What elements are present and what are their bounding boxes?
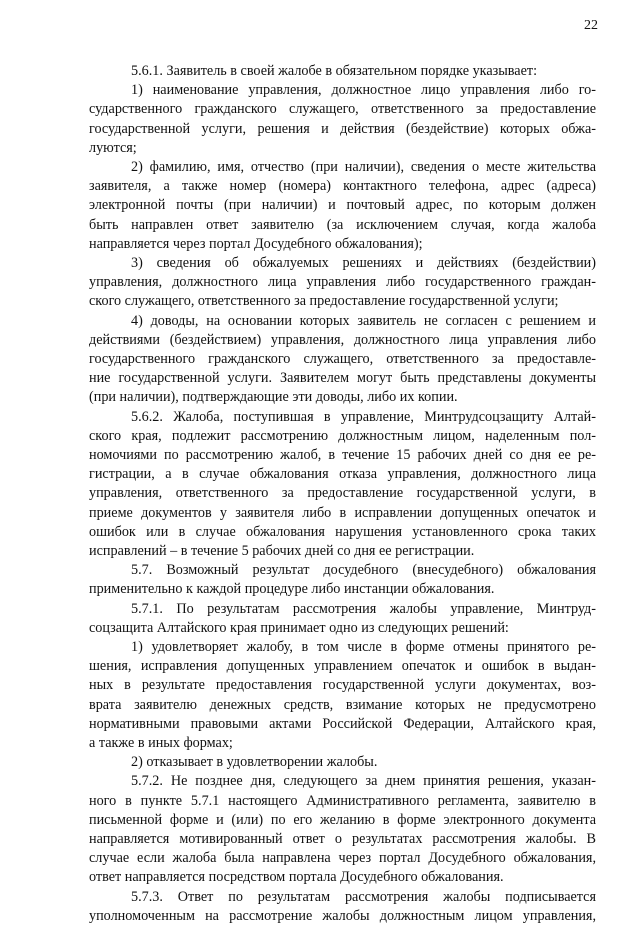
text-line: ского края, подлежит рассмотрению должностным лицом, наделенным пол- — [89, 427, 596, 444]
text-line: 3) сведения об обжалуемых решениях и действиях (бездействии) — [131, 255, 596, 271]
text-line: государственной услуги, решения и действия (бездействие) которых обжа- — [89, 120, 596, 137]
text-line: управления, должностного лица управления либо государственного граждан- — [89, 274, 596, 291]
text-line: 5.7.3. Ответ по результатам рассмотрения жалобы подписывается — [131, 888, 596, 905]
text-line: ние государственной услуги. Заявителем могут быть представлены документы — [89, 370, 596, 387]
text-line: 2) фамилию, имя, отчество (при наличии), сведения о месте жительства — [131, 159, 596, 175]
text-line: приеме документов у заявителя либо в исправлении допущенных опечаток и — [89, 504, 596, 521]
text-line: направляется мотивированный ответ о результатах рассмотрения жалобы. В — [89, 831, 596, 847]
text-line: ного в пункте 5.7.1 настоящего Административного регламента, заявителю в — [89, 792, 596, 809]
text-line: 1) удовлетворяет жалобу, в том числе в форме отмены принятого ре- — [131, 639, 596, 655]
text-line: 5.6.2. Жалоба, поступившая в управление, Минтрудсоцзащиту Алтай- — [131, 408, 596, 425]
page-number: 22 — [584, 18, 598, 33]
text-line: соцзащита Алтайского края принимает одно из следующих решений: — [89, 619, 509, 636]
text-line: луются; — [89, 139, 137, 156]
text-line: управления, ответственного за предоставление государственной услуги, в — [89, 485, 596, 502]
text-line: уполномоченным на рассмотрение жалобы должностным лицом управления, — [89, 907, 596, 924]
text-line: действиями (бездействием) управления, должностного лица управления либо — [89, 331, 596, 348]
text-line: государственного гражданского служащего, ответственного за предоставле- — [89, 351, 596, 367]
text-line: номочиями по рассмотрению жалоб, в течение 15 рабочих дней со дня ее ре- — [89, 447, 596, 463]
text-line: быть направлен ответ заявителю (за исключением случая, когда жалоба — [89, 216, 596, 233]
text-line: письменной форме и (или) по его желанию в форме электронного документа — [89, 811, 596, 828]
text-line: 5.7.2. Не позднее дня, следующего за днем принятия решения, указан- — [131, 773, 596, 790]
text-line: ского служащего, ответственного за предоставление государственной услуги; — [89, 293, 559, 310]
text-line: ответ направляется посредством портала Досудебного обжалования. — [89, 869, 504, 886]
text-line: шения, исправления допущенных управлением опечаток и ошибок в выдан- — [89, 658, 596, 675]
text-line: направляется через портал Досудебного обжалования); — [89, 235, 423, 252]
text-line: заявителя, а также номер (номера) контактного телефона, адрес (адреса) — [89, 178, 596, 195]
text-line: гистрации, а в случае обжалования отказа управления, должностного лица — [89, 466, 596, 483]
text-line: случае если жалоба была направлена через портал Досудебного обжалования, — [89, 850, 596, 867]
text-line: 5.6.1. Заявитель в своей жалобе в обязательном порядке указывает: — [131, 63, 538, 79]
text-line: врата заявителю денежных средств, взимание которых не предусмотрено — [89, 696, 596, 713]
text-line: (при наличии), подтверждающие эти доводы, либо их копии. — [89, 389, 458, 406]
text-line: 1) наименование управления, должностное лицо управления либо го- — [131, 82, 596, 99]
text-line: 2) отказывает в удовлетворении жалобы. — [131, 754, 378, 771]
text-line: 5.7.1. По результатам рассмотрения жалобы управление, Минтруд- — [131, 600, 596, 617]
text-line: сударственного гражданского служащего, ответственного за предоставление — [89, 101, 596, 118]
text-line: нормативными правовыми актами Российской Федерации, Алтайского края, — [89, 715, 596, 732]
text-line: 4) доводы, на основании которых заявитель не согласен с решением и — [131, 312, 596, 329]
text-line: ных в результате предоставления государственной услуги документах, воз- — [89, 677, 596, 694]
text-line: а также в иных формах; — [89, 735, 233, 751]
text-line: 5.7. Возможный результат досудебного (внесудебного) обжалования — [131, 562, 596, 579]
text-line: электронной почты (при наличии) и почтовый адрес, по которым должен — [89, 197, 596, 214]
text-line: исправлений – в течение 5 рабочих дней со дня ее регистрации. — [89, 543, 475, 559]
text-line: ошибок или в случае обжалования нарушения установленного срока таких — [89, 523, 596, 540]
text-line: применительно к каждой процедуре либо инстанции обжалования. — [89, 581, 495, 598]
